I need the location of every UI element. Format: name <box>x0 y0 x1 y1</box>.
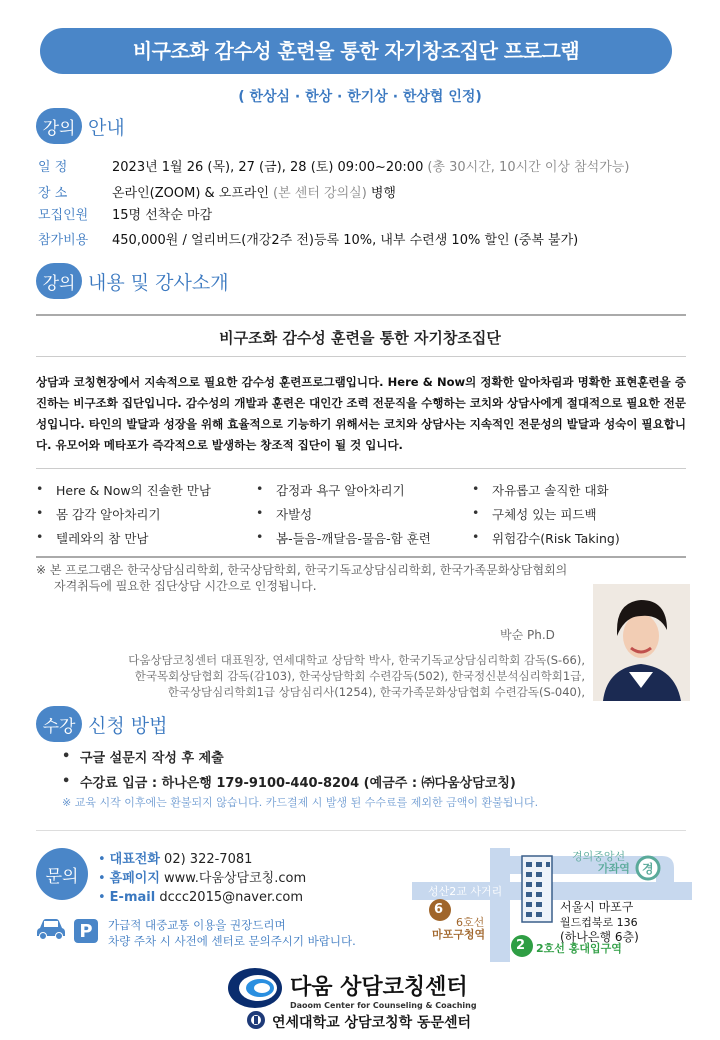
list-item <box>472 505 686 523</box>
bullet: • <box>36 505 44 520</box>
section-title: 신청 방법 <box>88 714 168 737</box>
section-title: 내용 및 강사소개 <box>88 271 229 294</box>
center-name-en: Daoom Center for Counseling & Coaching <box>290 1001 477 1010</box>
parking-icon: P <box>74 919 98 943</box>
info-note: (본 센터 강의실) <box>273 186 367 201</box>
list-item <box>472 481 686 499</box>
contact-email <box>98 888 306 907</box>
car-icon <box>36 918 66 944</box>
section-pill: 수강 <box>36 706 82 742</box>
info-tail: 병행 <box>370 186 396 201</box>
list-item <box>256 481 472 499</box>
feature-text: Here & Now의 진솔한 만남 <box>56 483 211 498</box>
address-line: 월드컵북로 136 <box>560 916 638 929</box>
bullet: • <box>256 481 264 496</box>
speaker-bio-line: 한국상담심리학회1급 상담심리사(1254), 한국가족문화상담협회 수련감독(S-040), <box>167 685 585 699</box>
feature-text: 텔레와의 참 만남 <box>56 531 149 546</box>
line2-station-label: 2호선 홍대입구역 <box>536 942 622 955</box>
location-map <box>412 846 692 962</box>
center-name: 다움 상담코칭센터 <box>290 975 468 1000</box>
info-value: 온라인(ZOOM) & 오프라인 <box>112 186 270 201</box>
section-header-content <box>36 263 229 299</box>
info-row-location <box>38 182 396 201</box>
bullet: • <box>98 890 106 905</box>
building-icon <box>522 856 552 922</box>
page-title: 비구조화 감수성 훈련을 통한 자기창조집단 프로그램 <box>40 28 672 74</box>
speaker-bio-line: 한국목회상담협회 감독(감103), 한국상담학회 수련감독(502), 한국정신분석심리학회1급, <box>134 669 585 683</box>
section-pill: 강의 <box>36 263 82 299</box>
list-item <box>256 529 472 547</box>
feature-list <box>36 478 686 550</box>
list-item <box>36 481 256 499</box>
feature-text: 구체성 있는 피드백 <box>492 507 597 522</box>
bullet: • <box>472 505 480 520</box>
bullet: • <box>472 481 480 496</box>
center-logo <box>226 966 477 1014</box>
contact-phone <box>98 850 306 869</box>
divider <box>36 830 686 831</box>
bullet: • <box>98 871 106 886</box>
list-item <box>36 505 256 523</box>
contact-homepage <box>98 869 306 888</box>
divider <box>36 356 686 357</box>
info-row-capacity <box>38 204 212 223</box>
list-item <box>62 744 516 769</box>
email-link[interactable]: dccc2015@naver.com <box>159 890 304 905</box>
speaker-bio-line: 다움상담코칭센터 대표원장, 연세대학교 상담학 박사, 한국기독교상담심리학회 감독(S-66), <box>128 653 585 667</box>
info-value: 2023년 1월 26 (목), 27 (금), 28 (토) 09:00~20:00 <box>112 160 424 175</box>
contact-label: E-mail <box>109 890 156 905</box>
info-value: 15명 선착순 마감 <box>112 208 213 223</box>
contact-label: 대표전화 <box>109 852 160 867</box>
bullet: • <box>256 505 264 520</box>
list-item <box>62 769 516 794</box>
line6-line-label: 6호선 <box>456 916 485 929</box>
section-title: 안내 <box>88 116 125 139</box>
section-pill: 강의 <box>36 108 82 144</box>
accreditation-subtitle: ( 한상심 · 한상 · 한기상 · 한상협 인정) <box>238 89 482 105</box>
info-label: 장 소 <box>38 186 68 201</box>
feature-row <box>36 478 686 502</box>
info-row-fee <box>38 229 578 248</box>
speaker-bio <box>25 652 585 700</box>
certification-note-line: ※ 본 프로그램은 한국상담심리학회, 한국상담학회, 한국기독교상담심리학회, 한국가족문화상담협회의 <box>36 563 568 577</box>
refund-note: ※ 교육 시작 이후에는 환불되지 않습니다. 카드결제 시 발생 된 수수료를 제외한 금액이 환불됩니다. <box>62 796 539 809</box>
certification-note <box>36 562 656 594</box>
certification-note-line: 자격취득에 필요한 집단상담 시간으로 인정됩니다. <box>54 579 317 593</box>
homepage-link[interactable]: www.다움상담코칭.com <box>164 871 307 886</box>
feature-text: 자유롭고 솔직한 대화 <box>492 483 609 498</box>
info-row-schedule <box>38 156 629 175</box>
line2-number: 2 <box>516 938 526 953</box>
section-header-apply <box>36 706 167 742</box>
speaker-name: 박순 Ph.D <box>500 628 555 642</box>
apply-step-text: 구글 설문지 작성 후 제출 <box>80 751 224 766</box>
contact-label: 홈페이지 <box>109 871 160 886</box>
program-title: 비구조화 감수성 훈련을 통한 자기창조집단 <box>219 329 501 347</box>
transport-note-line: 가급적 대중교통 이용을 권장드리며 <box>108 918 286 932</box>
section-header-info <box>36 108 125 144</box>
feature-text: 몸 감각 알아차리기 <box>56 507 161 522</box>
bullet: • <box>36 481 44 496</box>
apply-step-text: 수강료 입금 : 하나은행 179-9100-440-8204 (예금주 : ㈜다움상담코칭) <box>80 776 516 791</box>
feature-text: 위험감수(Risk Taking) <box>492 531 620 546</box>
gyeongui-line-label: 경의중앙선 <box>572 850 626 863</box>
bullet: • <box>472 529 480 544</box>
divider <box>36 468 686 469</box>
bullet: • <box>62 774 71 789</box>
program-intro: 상담과 코칭현장에서 지속적으로 필요한 감수성 훈련프로그램입니다. Here & Now의 정확한 알아차림과 명확한 표현훈련을 증진하는 비구조화 집단입니다. 감수성의 개발과 훈련은 대인간 조력 전문직을 수행하는 코치와 상담사에게 절대적으로 필요한 전문성입니다. 타인의 발달과 성장을 위해 효율적으로 기능하기 위해서는 코치와 상담사는 지속적인 전문성의 발달과 성숙이 필요합니다. 유모어와 메타포가 즉각적으로 발생하는 창조적 집단이 될 것 입니다. <box>36 375 686 452</box>
contact-info <box>98 850 306 907</box>
feature-row <box>36 502 686 526</box>
speaker-photo <box>593 584 690 701</box>
contact-pill: 문의 <box>36 848 88 900</box>
gyeongui-mark: 경 <box>642 862 654 876</box>
info-label: 일 정 <box>38 160 68 175</box>
gyeongui-station-label: 가좌역 <box>598 862 630 875</box>
info-label: 모집인원 <box>38 208 89 223</box>
feature-text: 봄-들음-깨달음-물음-함 훈련 <box>276 531 431 546</box>
bullet: • <box>36 529 44 544</box>
feature-text: 자발성 <box>276 507 313 522</box>
yonsei-alumni-center: 연세대학교 상담코칭학 동문센터 <box>272 1015 472 1031</box>
transport-note <box>108 917 356 949</box>
phone-number[interactable]: 02) 322-7081 <box>164 852 253 867</box>
feature-row <box>36 526 686 550</box>
list-item <box>36 529 256 547</box>
divider <box>36 314 686 316</box>
list-item <box>256 505 472 523</box>
map-intersection-label: 성산2교 사거리 <box>428 885 503 898</box>
info-value: 450,000원 / 얼리버드(개강2주 전)등록 10%, 내부 수련생 10% 할인 (중복 불가) <box>112 233 579 248</box>
transport-note-line: 차량 주차 시 사전에 센터로 문의주시기 바랍니다. <box>108 934 356 948</box>
line6-number: 6 <box>434 902 444 917</box>
map-road-vertical <box>490 848 510 962</box>
transport-icons <box>36 918 98 944</box>
bullet: • <box>98 852 106 867</box>
daoom-logo-icon <box>226 966 284 1014</box>
address-line: 서울시 마포구 <box>560 900 634 914</box>
yonsei-emblem-icon <box>246 1010 266 1034</box>
line6-station-label: 마포구청역 <box>432 928 486 941</box>
yonsei-logo <box>246 1010 471 1034</box>
bullet: • <box>256 529 264 544</box>
divider <box>36 556 686 558</box>
address-line: (하나은행 6층) <box>560 930 639 944</box>
bullet: • <box>62 749 71 764</box>
apply-steps <box>62 744 516 794</box>
info-label: 참가비용 <box>38 233 89 248</box>
feature-text: 감정과 욕구 알아차리기 <box>276 483 405 498</box>
info-note: (총 30시간, 10시간 이상 참석가능) <box>427 160 630 175</box>
list-item <box>472 529 686 547</box>
